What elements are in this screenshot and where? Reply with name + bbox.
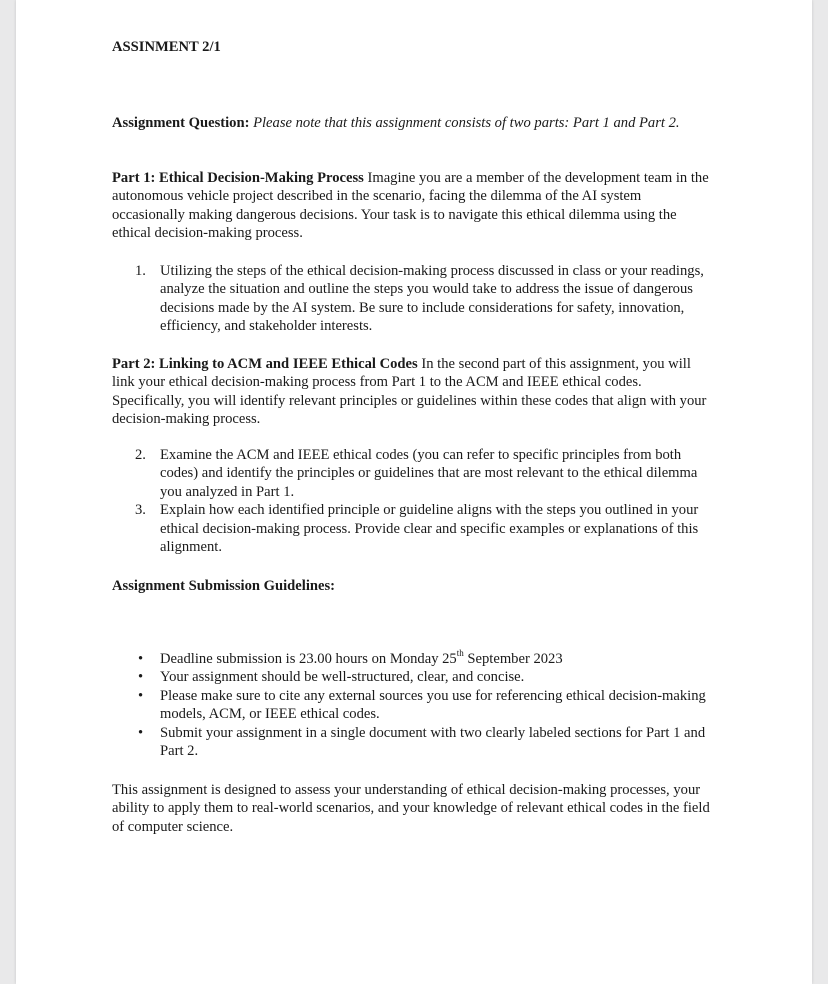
bullet-icon: • [138,669,144,686]
part2-intro [112,355,716,429]
list-item-text: Explain how each identified principle or guideline aligns with the steps you outlined in your ethical decision-making process. Provide clear and specific examples or explanations of this alignment. [160,502,699,556]
question-text: Please note that this assignment consists of two parts: Part 1 and Part 2. [249,115,680,131]
list-item [112,650,716,668]
part1-text: Imagine you are a member of the development team in the autonomous vehicle project described in the scenario, facing the dilemma of the AI system occasionally making dangerous decisions. Your task is to navigate this ethical dilemma using the ethical decision-making process. [112,170,709,242]
part2-list [112,446,716,556]
part1-list [112,262,716,336]
deadline-text: Deadline submission is 23.00 hours on Monday 25th September 2023 [160,648,563,667]
guidelines-heading: Assignment Submission Guidelines: [112,578,336,594]
part2-text: In the second part of this assignment, you will link your ethical decision-making process from Part 1 to the ACM and IEEE ethical codes. Specifically, you will identify relevant principles or guidelines within these codes that align with your decision-making process. [112,356,707,428]
list-item [112,668,716,686]
list-item [112,724,716,761]
list-item-number: 1. [135,263,146,279]
list-item [112,501,716,556]
list-item [112,446,716,501]
list-item-text: Please make sure to cite any external sources you use for referencing ethical decision-making models, ACM, or IEEE ethical codes. [160,687,706,723]
part1-heading: Part 1: Ethical Decision-Making Process [112,170,364,186]
part1-intro [112,169,716,243]
list-item-text: Utilizing the steps of the ethical decision-making process discussed in class or your readings, analyze the situation and outline the steps you would take to address the issue of dangerous decisions made by the AI system. Be sure to include considerations for safety, innovation, efficiency, and stakeholder interests. [160,263,704,335]
list-item [112,687,716,724]
part2-heading: Part 2: Linking to ACM and IEEE Ethical Codes [112,356,418,372]
closing-paragraph: This assignment is designed to assess your understanding of ethical decision-making processes, your ability to apply them to real-world scenarios, and your knowledge of relevant ethical codes in the field of computer science. [112,782,710,835]
list-item-number: 3. [135,502,146,519]
list-item-text: Examine the ACM and IEEE ethical codes (you can refer to specific principles from both codes) and identify the principles or guidelines that are most relevant to the ethical dilemma you analyzed in Part 1. [160,447,698,500]
bullet-icon: • [138,724,144,741]
document-page [16,0,812,984]
assignment-question [112,114,716,132]
document-title: ASSINMENT 2/1 [112,39,221,55]
bullet-icon: • [138,651,144,667]
list-item-text: Submit your assignment in a single document with two clearly labeled sections for Part 1 and Part 2. [160,724,706,760]
list-item-number: 2. [135,447,146,463]
guidelines-list [112,650,716,760]
question-label: Assignment Question: [112,115,250,131]
list-item [112,262,716,336]
bullet-icon: • [138,687,144,704]
list-item-text: Your assignment should be well-structured, clear, and concise. [160,669,525,686]
